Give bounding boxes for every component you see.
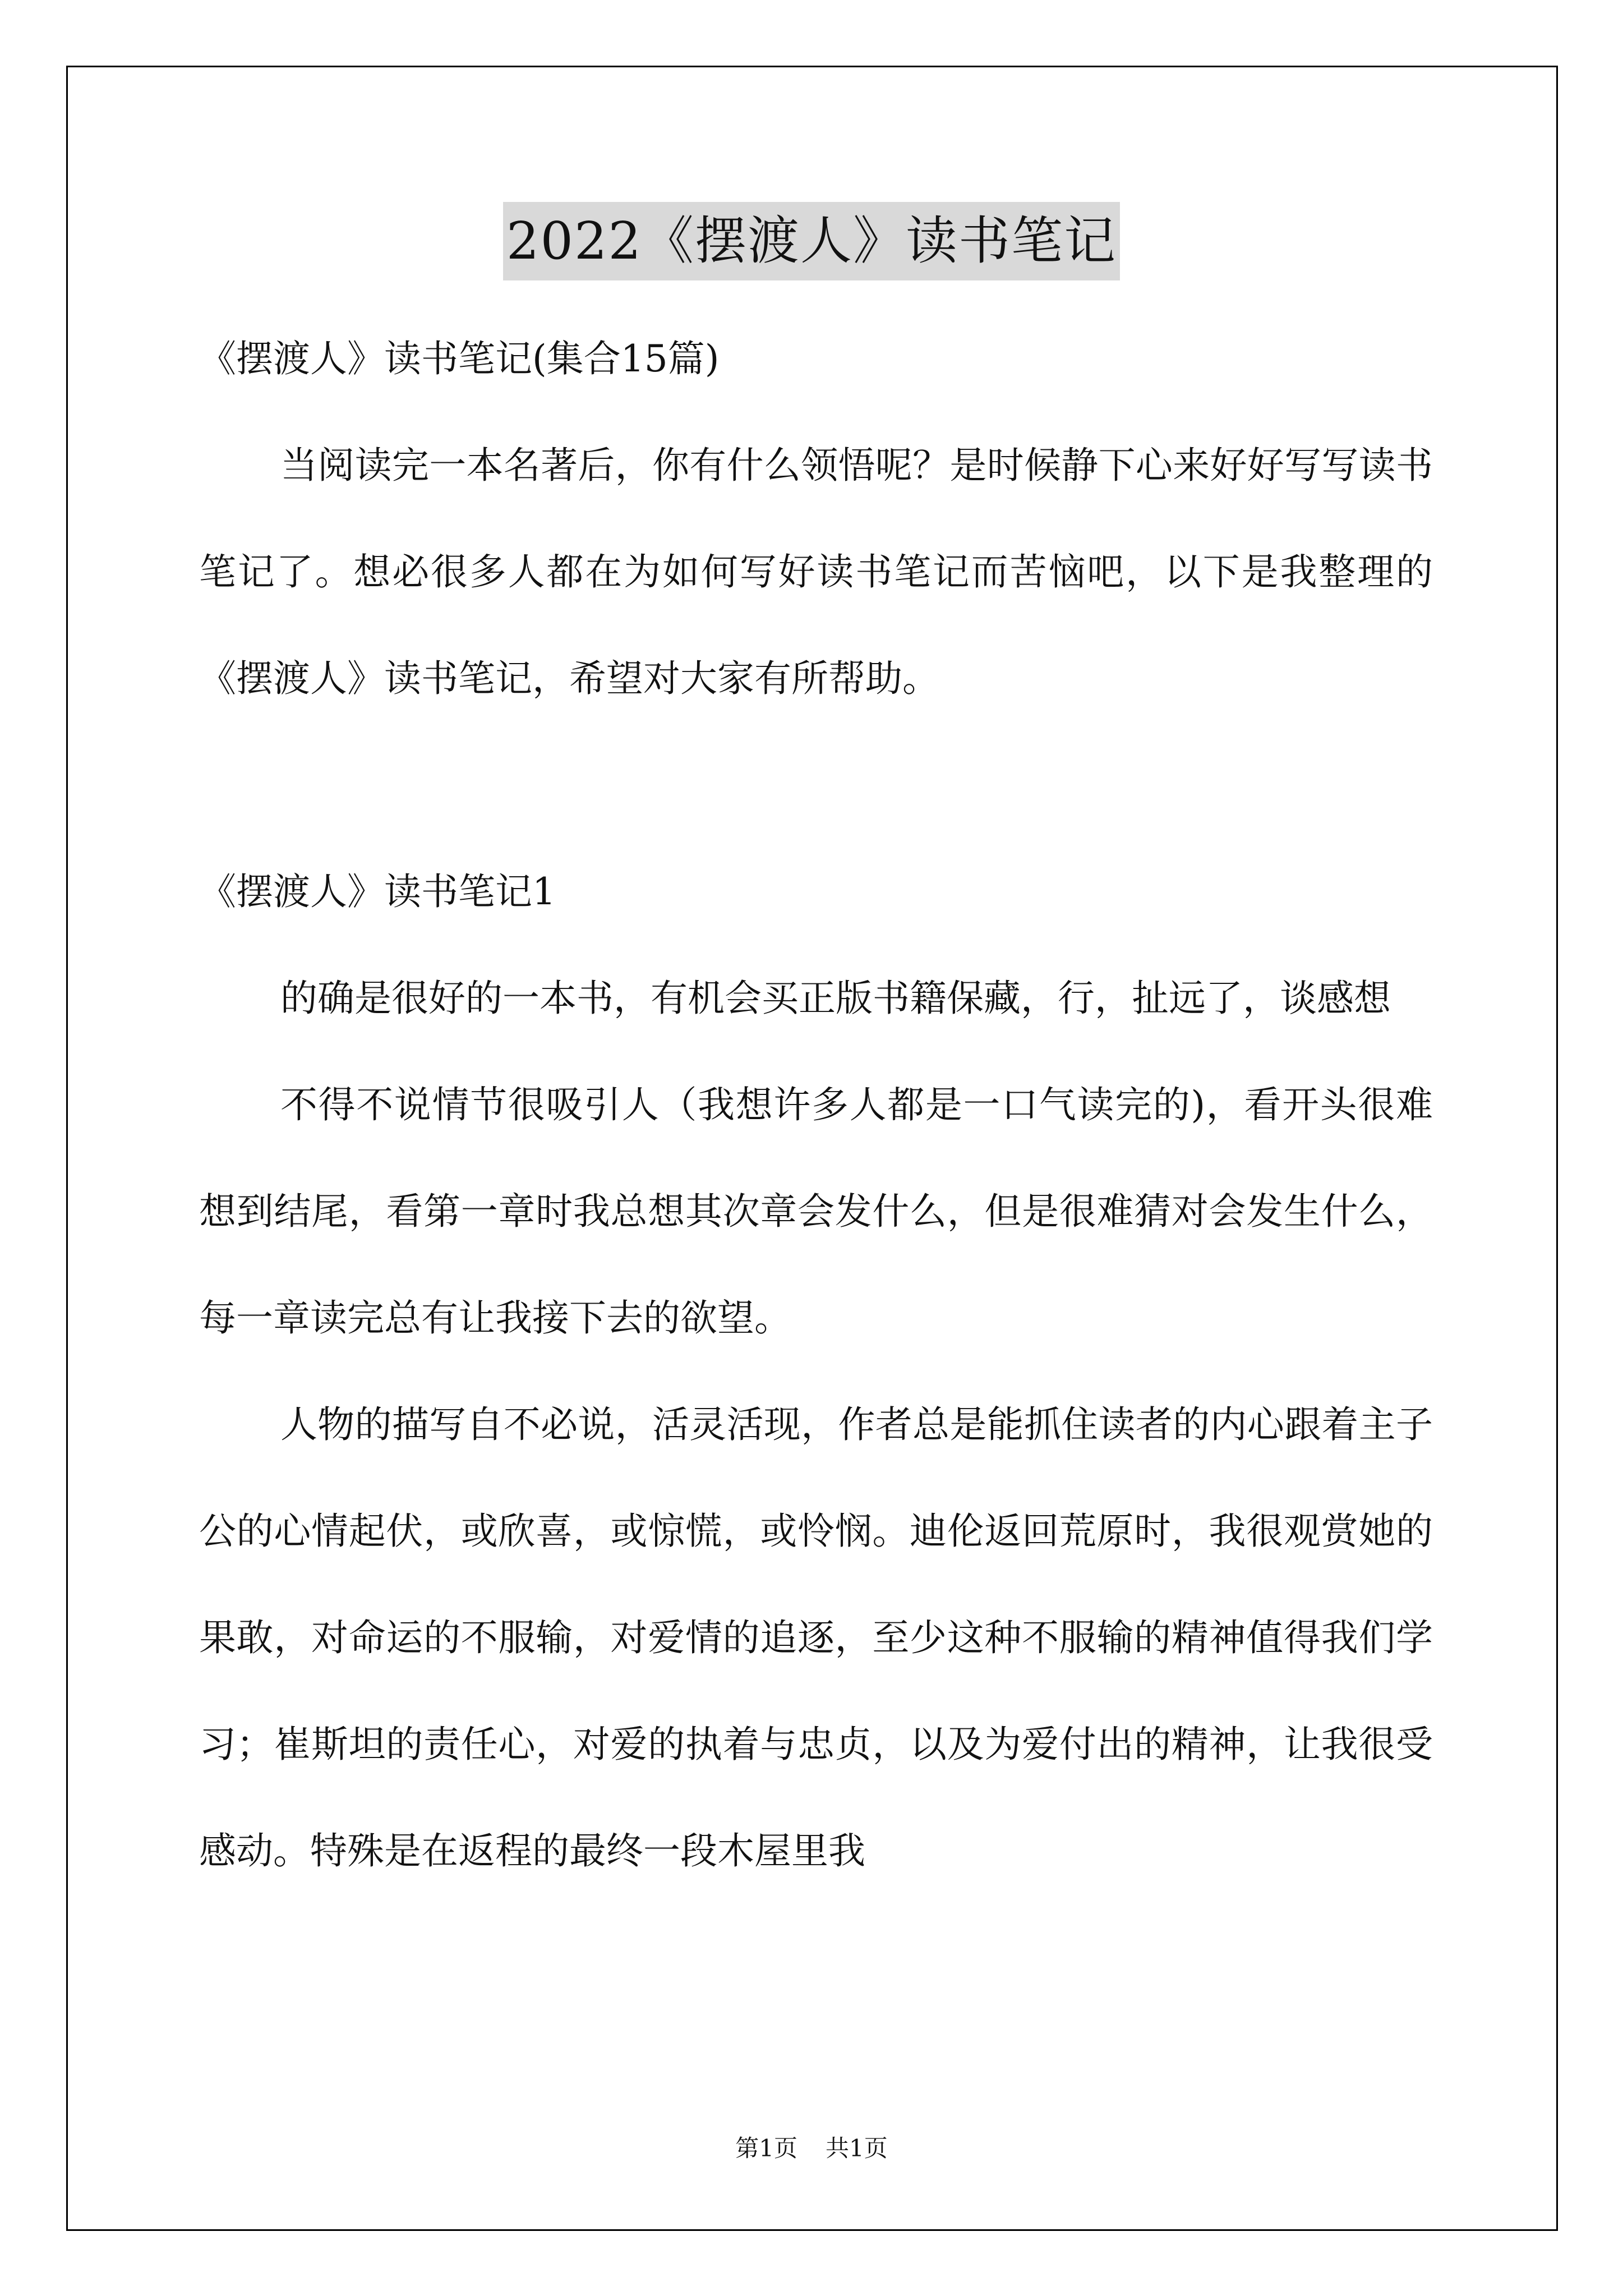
document-subtitle: 《摆渡人》读书笔记(集合15篇) <box>199 337 720 380</box>
page-footer <box>0 2132 1623 2165</box>
page-total: 共1页 <box>826 2134 888 2162</box>
section-heading: 《摆渡人》读书笔记1 <box>199 870 556 913</box>
body-paragraph: 人物的描写自不必说，活灵活现，作者总是能抓住读者的内心跟着主子公的心情起伏，或欣喜，或惊慌，或怜悯。迪伦返回荒原时，我很观赏她的果敢，对命运的不服输，对爱情的追逐，至少这种不服输的精神值得我们学习；崔斯坦的责任心，对爱的执着与忠贞，以及为爱付出的精神，让我很受感动。特殊是在返程的最终一段木屋里我 <box>199 1403 1433 1872</box>
intro-paragraph: 当阅读完一本名著后，你有什么领悟呢？是时候静下心来好好写写读书笔记了。想必很多人都在为如何写好读书笔记而苦恼吧，以下是我整理的《摆渡人》读书笔记，希望对大家有所帮助。 <box>199 444 1433 700</box>
document-body <box>199 306 1433 1904</box>
page-number: 第1页 <box>735 2134 797 2162</box>
body-paragraph: 的确是很好的一本书，有机会买正版书籍保藏，行，扯远了，谈感想 <box>280 977 1391 1020</box>
body-paragraph: 不得不说情节很吸引人（我想许多人都是一口气读完的)，看开头很难想到结尾，看第一章时我总想其次章会发什么，但是很难猜对会发生什么，每一章读完总有让我接下去的欲望。 <box>199 1083 1433 1340</box>
title-container <box>0 202 1623 280</box>
section-spacer <box>199 732 1433 839</box>
document-title: 2022《摆渡人》读书笔记 <box>503 202 1120 280</box>
